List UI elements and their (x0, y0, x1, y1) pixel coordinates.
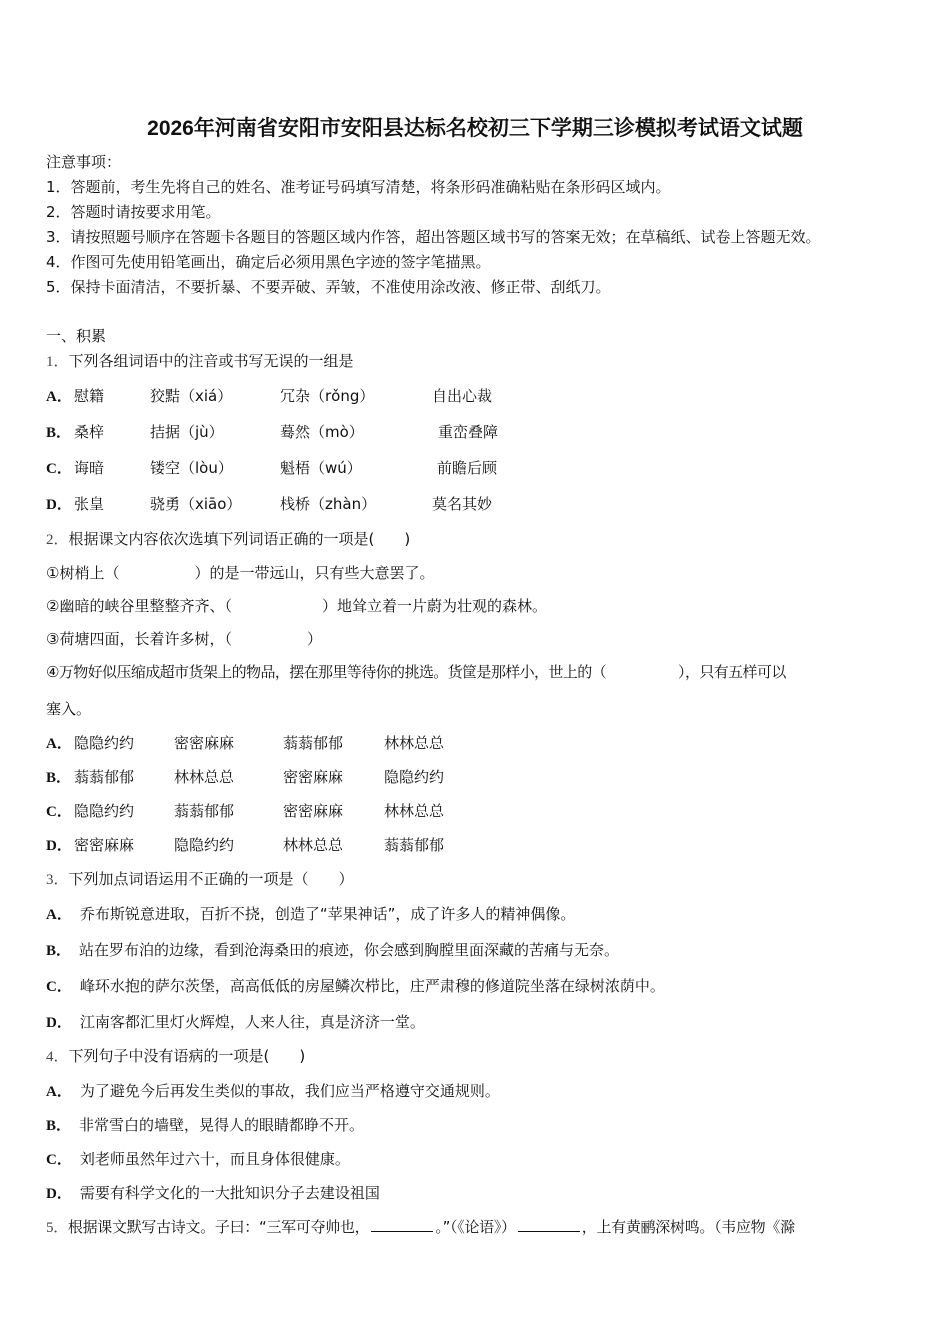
question-number: 2． (46, 532, 69, 548)
option-cell: 镂空（lòu） (150, 459, 233, 477)
option-cell: 密密麻麻 (283, 768, 344, 786)
q1-option-a (46, 386, 906, 406)
q2-option-d (46, 835, 906, 855)
option-cell: 林林总总 (283, 836, 344, 854)
question-text: 根据课文内容依次选填下列词语正确的一项是( ) (68, 530, 411, 548)
option-letter: D． (46, 838, 72, 854)
section-heading: 一、积累 (46, 327, 107, 345)
option-cell: 林林总总 (384, 802, 445, 820)
notes-heading: 注意事项： (46, 153, 122, 171)
option-letter: B． (46, 943, 72, 959)
option-letter: A． (46, 1084, 72, 1100)
q2-option-b (46, 767, 906, 787)
note-item: 1．答题前，考生先将自己的姓名、准考证号码填写清楚，将条形码准确粘贴在条形码区域内。 (46, 178, 671, 196)
option-cell: 张皇 (74, 495, 105, 513)
q4-option-c (46, 1149, 350, 1170)
option-cell: 隐隐约约 (174, 836, 235, 854)
option-cell: 自出心裁 (432, 387, 493, 405)
option-letter: C． (46, 1152, 72, 1168)
option-text: 乔布斯锐意进取，百折不挠，创造了“苹果神话”，成了许多人的精神偶像。 (79, 905, 576, 923)
q3-option-d (46, 1012, 425, 1033)
option-text: 需要有科学文化的一大批知识分子去建设祖国 (79, 1184, 380, 1202)
question-2-stem (46, 529, 410, 550)
option-letter: A． (46, 736, 72, 752)
question-4-stem (46, 1046, 305, 1067)
option-cell: 林林总总 (384, 734, 445, 752)
q1-option-b (46, 422, 906, 442)
option-text: 江南客都汇里灯火辉煌，人来人往，真是济济一堂。 (79, 1013, 425, 1031)
note-item: 5．保持卡面清洁，不要折暴、不要弄破、弄皱，不准使用涂改液、修正带、刮纸刀。 (46, 278, 611, 296)
option-cell: 冗杂（rǒng） (280, 387, 375, 405)
q4-option-a (46, 1081, 500, 1102)
option-letter: A． (46, 389, 72, 405)
option-letter: D． (46, 497, 72, 513)
option-letter: C． (46, 461, 72, 477)
option-letter: A． (46, 907, 72, 923)
option-letter: D． (46, 1015, 72, 1031)
question-text: 根据课文默写古诗文。子曰：“三军可夺帅也， (67, 1218, 370, 1236)
option-letter: B． (46, 425, 72, 441)
option-cell: 魁梧（wú） (280, 459, 362, 477)
option-letter: C． (46, 979, 72, 995)
question-number: 4． (46, 1049, 69, 1065)
q4-option-d (46, 1183, 380, 1204)
q1-option-c (46, 458, 906, 478)
option-cell: 前瞻后顾 (437, 459, 498, 477)
option-cell: 栈桥（zhàn） (280, 495, 377, 513)
option-cell: 诲暗 (74, 459, 105, 477)
option-cell: 骁勇（xiāo） (150, 495, 242, 513)
option-cell: 蓦然（mò） (280, 423, 364, 441)
question-1-stem (46, 351, 354, 372)
q2-item: ②幽暗的峡谷里整整齐齐、（ ）地耸立着一片蔚为壮观的森林。 (46, 597, 547, 615)
q3-option-a (46, 904, 575, 925)
question-text: 下列各组词语中的注音或书写无误的一组是 (68, 352, 354, 370)
option-cell: 慰籍 (74, 387, 105, 405)
option-text: 峰环水抱的萨尔茨堡，高高低低的房屋鳞次栉比，庄严肃穆的修道院坐落在绿树浓荫中。 (79, 977, 665, 995)
q2-item: ③荷塘四面，长着许多树，（ ） (46, 630, 322, 648)
option-text: 为了避免今后再发生类似的事故，我们应当严格遵守交通规则。 (79, 1082, 500, 1100)
option-cell: 林林总总 (174, 768, 235, 786)
option-cell: 隐隐约约 (384, 768, 445, 786)
option-cell: 莫名其妙 (432, 495, 493, 513)
question-number: 5． (46, 1220, 68, 1236)
question-text: 。”（《论语》） (435, 1218, 516, 1236)
question-3-stem (46, 869, 354, 890)
q1-option-d (46, 494, 906, 514)
option-text: 刘老师虽然年过六十，而且身体很健康。 (79, 1150, 350, 1168)
option-letter: B． (46, 770, 72, 786)
option-cell: 蓊蓊郁郁 (283, 734, 344, 752)
option-cell: 蓊蓊郁郁 (384, 836, 445, 854)
option-letter: C． (46, 804, 72, 820)
option-cell: 蓊蓊郁郁 (174, 802, 235, 820)
question-text: 下列加点词语运用不正确的一项是（ ） (68, 870, 354, 888)
option-cell: 狡黠（xiá） (150, 387, 233, 405)
page-title: 2026年河南省安阳市安阳县达标名校初三下学期三诊模拟考试语文试题 (147, 117, 803, 140)
answer-blank[interactable] (518, 1217, 580, 1232)
question-number: 1． (46, 354, 69, 370)
q4-option-b (46, 1115, 364, 1136)
option-cell: 重峦叠障 (438, 423, 499, 441)
option-letter: D． (46, 1186, 72, 1202)
option-cell: 桑梓 (74, 423, 105, 441)
q2-item: ①树梢上（ ）的是一带远山，只有些大意罢了。 (46, 564, 435, 582)
option-cell: 密密麻麻 (174, 734, 235, 752)
answer-blank[interactable] (371, 1217, 433, 1232)
option-cell: 密密麻麻 (283, 802, 344, 820)
question-number: 3． (46, 872, 69, 888)
option-cell: 拮据（jù） (150, 423, 224, 441)
q2-option-c (46, 801, 906, 821)
question-text: 下列句子中没有语病的一项是( ) (68, 1047, 306, 1065)
q2-item: ④万物好似压缩成超市货架上的物品，摆在那里等待你的挑选。货筐是那样小，世上的（ ），只有五样可以 (46, 663, 786, 681)
option-cell: 隐隐约约 (74, 734, 135, 752)
option-text: 站在罗布泊的边缘，看到沧海桑田的痕迹，你会感到胸膛里面深藏的苦痛与无奈。 (79, 941, 620, 959)
q2-item-continued: 塞入。 (46, 700, 92, 718)
q2-option-a (46, 733, 906, 753)
option-cell: 隐隐约约 (74, 802, 135, 820)
question-5-stem (46, 1217, 795, 1238)
q3-option-c (46, 976, 665, 997)
note-item: 3．请按照题号顺序在答题卡各题目的答题区域内作答，超出答题区域书写的答案无效；在草稿纸、试卷上答题无效。 (46, 228, 821, 246)
option-cell: 密密麻麻 (74, 836, 135, 854)
note-item: 2．答题时请按要求用笔。 (46, 203, 221, 221)
note-item: 4．作图可先使用铅笔画出，确定后必须用黑色字迹的签字笔描黑。 (46, 253, 491, 271)
option-text: 非常雪白的墙壁，晃得人的眼睛都睁不开。 (79, 1116, 365, 1134)
question-text: ，上有黄鹂深树鸣。（韦应物《滁 (581, 1218, 795, 1236)
option-cell: 蓊蓊郁郁 (74, 768, 135, 786)
option-letter: B． (46, 1118, 72, 1134)
q3-option-b (46, 940, 619, 961)
